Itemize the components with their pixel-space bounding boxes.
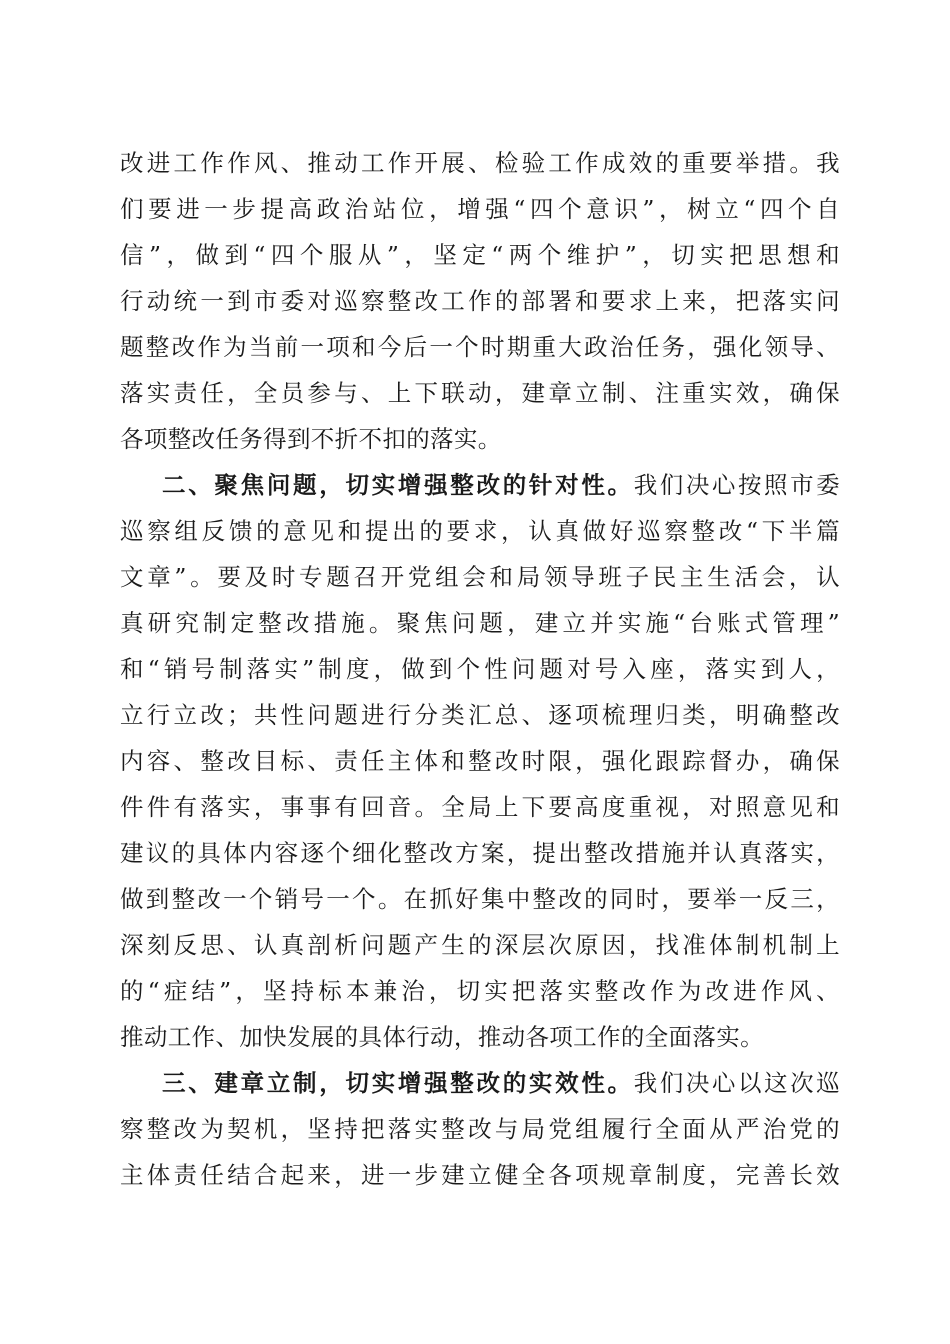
paragraph-2-line: 立行立改；共性问题进行分类汇总、逐项梳理归类，明确整改: [120, 701, 840, 729]
paragraph-1-line: 们要进一步提高政治站位，增强“四个意识”，树立“四个自: [120, 195, 840, 223]
paragraph-1-line: 落实责任，全员参与、上下联动，建章立制、注重实效，确保: [120, 379, 840, 407]
paragraph-2-line: 内容、整改目标、责任主体和整改时限，强化跟踪督办，确保: [120, 747, 840, 775]
paragraph-1-last-line: 各项整改任务得到不折不扣的落实。: [120, 425, 502, 453]
paragraph-2-line: 建议的具体内容逐个细化整改方案，提出整改措施并认真落实，: [120, 839, 840, 867]
paragraph-2-line: 深刻反思、认真剖析问题产生的深层次原因，找准体制机制上: [120, 931, 840, 959]
paragraph-2-line: 文章”。要及时专题召开党组会和局领导班子民主生活会，认: [120, 563, 840, 591]
paragraph-2-first-line-text: 我们决心按照市委: [633, 471, 840, 499]
paragraph-2-line: 巡察组反馈的意见和提出的要求，认真做好巡察整改“下半篇: [120, 517, 840, 545]
paragraph-1-line: 行动统一到市委对巡察整改工作的部署和要求上来，把落实问: [120, 287, 840, 315]
paragraph-2-line: 做到整改一个销号一个。在抓好集中整改的同时，要举一反三，: [120, 885, 840, 913]
paragraph-2-line: 的“症结”，坚持标本兼治，切实把落实整改作为改进作风、: [120, 977, 840, 1005]
paragraph-2-first-line: [120, 462, 840, 508]
paragraph-2-last-line: 推动工作、加快发展的具体行动，推动各项工作的全面落实。: [120, 1023, 764, 1051]
section-heading-3: 三、建章立制，切实增强整改的实效性。: [162, 1069, 634, 1097]
paragraph-3-line: 主体责任结合起来，进一步建立健全各项规章制度，完善长效: [120, 1161, 840, 1189]
paragraph-1-line: 信”，做到“四个服从”，坚定“两个维护”，切实把思想和: [120, 241, 840, 269]
paragraph-1-line: 题整改作为当前一项和今后一个时期重大政治任务，强化领导、: [120, 333, 840, 361]
paragraph-2-line: 件件有落实，事事有回音。全局上下要高度重视，对照意见和: [120, 793, 840, 821]
paragraph-3-first-line: [120, 1060, 840, 1106]
paragraph-3-first-line-text: 我们决心以这次巡: [633, 1069, 840, 1097]
section-heading-2: 二、聚焦问题，切实增强整改的针对性。: [162, 471, 634, 499]
paragraph-3-line: 察整改为契机，坚持把落实整改与局党组履行全面从严治党的: [120, 1115, 840, 1143]
paragraph-2-line: 和“销号制落实”制度，做到个性问题对号入座，落实到人，: [120, 655, 840, 683]
paragraph-2-line: 真研究制定整改措施。聚焦问题，建立并实施“台账式管理”: [120, 609, 840, 637]
document-body: [120, 140, 840, 1198]
paragraph-1-line: 改进工作作风、推动工作开展、检验工作成效的重要举措。我: [120, 149, 840, 177]
